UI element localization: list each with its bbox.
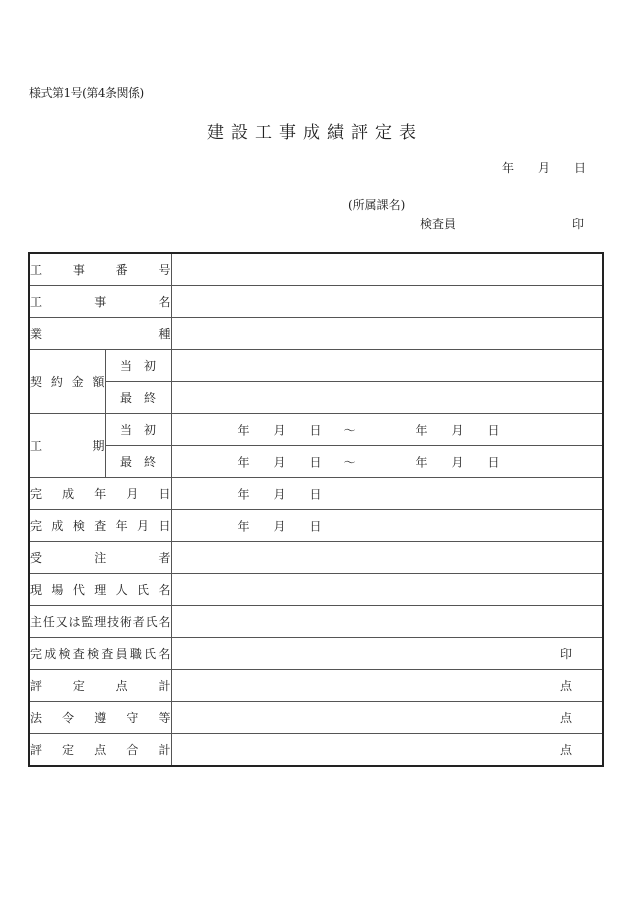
label-char: 成 [51,519,64,533]
label-char: 等 [158,711,171,725]
date-unit: 月 [273,519,286,533]
label-char: 理 [94,615,107,629]
label-char: 遵 [94,711,107,725]
date-year-label: 年 [502,161,515,175]
label-period [29,414,105,478]
label-char: 名 [158,615,171,629]
label-char: 守 [126,711,139,725]
label-char: 査 [72,647,85,661]
label-char: 点 [115,679,128,693]
label-char: 場 [51,583,64,597]
label-char: 初 [144,423,157,437]
field-contract-final[interactable] [171,382,603,414]
field-project-name[interactable] [171,286,603,318]
field-completion-date[interactable] [171,478,603,510]
date-unit: ～ [343,455,356,469]
field-period-final[interactable] [171,446,603,478]
label-char: 又 [55,615,68,629]
label-char: 最 [119,455,132,469]
row-project-no [29,253,603,286]
label-char: 者 [132,615,145,629]
row-compliance [29,702,603,734]
label-char: 成 [62,487,75,501]
label-char: 評 [30,679,43,693]
label-char: 完 [30,519,43,533]
date-unit: 月 [451,455,464,469]
field-completion-inspection-date[interactable] [171,510,603,542]
row-rating-score [29,670,603,702]
date-day-label: 日 [574,161,587,175]
field-inspector-name[interactable]: 印 [171,638,603,670]
label-char: 初 [144,359,157,373]
row-total-score [29,734,603,767]
label-char: 年 [115,519,128,533]
date-unit: ～ [343,423,356,437]
label-char: 契 [30,375,43,389]
label-char: 検 [72,519,85,533]
label-char: 年 [94,487,107,501]
label-char: 終 [144,455,157,469]
label-char: 令 [62,711,75,725]
label-char: 氏 [144,647,157,661]
field-total-score[interactable]: 点 [171,734,603,767]
label-char: 検 [58,647,71,661]
row-chief-engineer [29,606,603,638]
label-char: 期 [92,439,105,453]
label-char: 月 [137,519,150,533]
row-contract-final [29,382,603,414]
label-char: 事 [72,263,85,277]
label-char: 代 [72,583,85,597]
row-industry [29,318,603,350]
label-char: 氏 [145,615,158,629]
date-unit: 月 [273,423,286,437]
label-project-no [29,253,171,286]
seal-label: 印 [572,217,585,231]
form-id: 様式第1号(第4条関係) [29,86,144,100]
label-char: 査 [101,647,114,661]
label-char: 点 [94,743,107,757]
label-char: 主 [30,615,43,629]
label-char: 人 [115,583,128,597]
label-char: 完 [30,647,43,661]
label-char: 工 [30,295,43,309]
date-unit: 年 [237,487,250,501]
label-char: 定 [62,743,75,757]
date-unit: 日 [309,423,322,437]
label-char: 業 [30,327,43,341]
date-unit: 月 [273,455,286,469]
department-label: (所属課名) [348,198,406,212]
label-char: 現 [30,583,43,597]
label-char: 最 [119,391,132,405]
label-char: 当 [119,359,132,373]
row-site-agent [29,574,603,606]
row-period-final [29,446,603,478]
date-month-label: 月 [538,161,551,175]
label-char: 番 [115,263,128,277]
date-unit: 日 [309,487,322,501]
row-completion-date [29,478,603,510]
field-compliance[interactable]: 点 [171,702,603,734]
label-char: 受 [30,551,43,565]
label-char: 職 [129,647,142,661]
field-site-agent[interactable] [171,574,603,606]
label-char: 完 [30,487,43,501]
date-unit: 年 [237,423,250,437]
date-unit: 日 [487,423,500,437]
row-completion-inspection-date [29,510,603,542]
field-chief-engineer[interactable] [171,606,603,638]
date-unit: 日 [309,519,322,533]
inspector-label: 検査員 [420,217,457,231]
label-char: 氏 [137,583,150,597]
date-unit: 日 [309,455,322,469]
row-inspector-name [29,638,603,670]
label-char: 号 [158,263,171,277]
label-char: 定 [72,679,85,693]
label-char: 者 [158,551,171,565]
field-rating-score[interactable]: 点 [171,670,603,702]
label-char: 検 [87,647,100,661]
label-char: 術 [119,615,132,629]
label-char: 計 [158,679,171,693]
label-char: 査 [94,519,107,533]
date-unit: 年 [237,519,250,533]
label-char: 員 [115,647,128,661]
page-title: 建設工事成績評定表 [207,123,423,143]
date-unit: 年 [415,455,428,469]
label-char: 名 [158,583,171,597]
label-char: 当 [119,423,132,437]
date-unit: 年 [415,423,428,437]
label-char: 名 [158,647,171,661]
field-industry[interactable] [171,318,603,350]
date-unit: 月 [273,487,286,501]
label-char: 任 [42,615,55,629]
row-contract-initial [29,350,603,382]
row-period-initial [29,414,603,446]
label-char: 終 [144,391,157,405]
label-char: 工 [30,439,43,453]
label-char: 額 [92,375,105,389]
label-char: 理 [94,583,107,597]
label-char: 工 [30,263,43,277]
label-char: 監 [81,615,94,629]
label-char: は [68,615,81,629]
label-contract-amount [29,350,105,414]
label-char: 日 [158,519,171,533]
label-char: 事 [94,295,107,309]
label-char: 種 [158,327,171,341]
label-char: 金 [71,375,84,389]
field-contract-initial[interactable] [171,350,603,382]
label-char: 月 [126,487,139,501]
field-period-initial[interactable] [171,414,603,446]
label-char: 合 [126,743,139,757]
label-char: 評 [30,743,43,757]
label-char: 法 [30,711,43,725]
row-project-name [29,286,603,318]
field-project-no[interactable] [171,253,603,286]
row-contractor [29,542,603,574]
label-char: 成 [44,647,57,661]
date-unit: 月 [451,423,464,437]
date-unit: 年 [237,455,250,469]
label-char: 技 [107,615,120,629]
label-char: 日 [158,487,171,501]
date-unit: 日 [487,455,500,469]
label-char: 約 [50,375,63,389]
field-contractor[interactable] [171,542,603,574]
label-char: 名 [158,295,171,309]
label-char: 注 [94,551,107,565]
evaluation-table [28,252,604,767]
label-char: 計 [158,743,171,757]
